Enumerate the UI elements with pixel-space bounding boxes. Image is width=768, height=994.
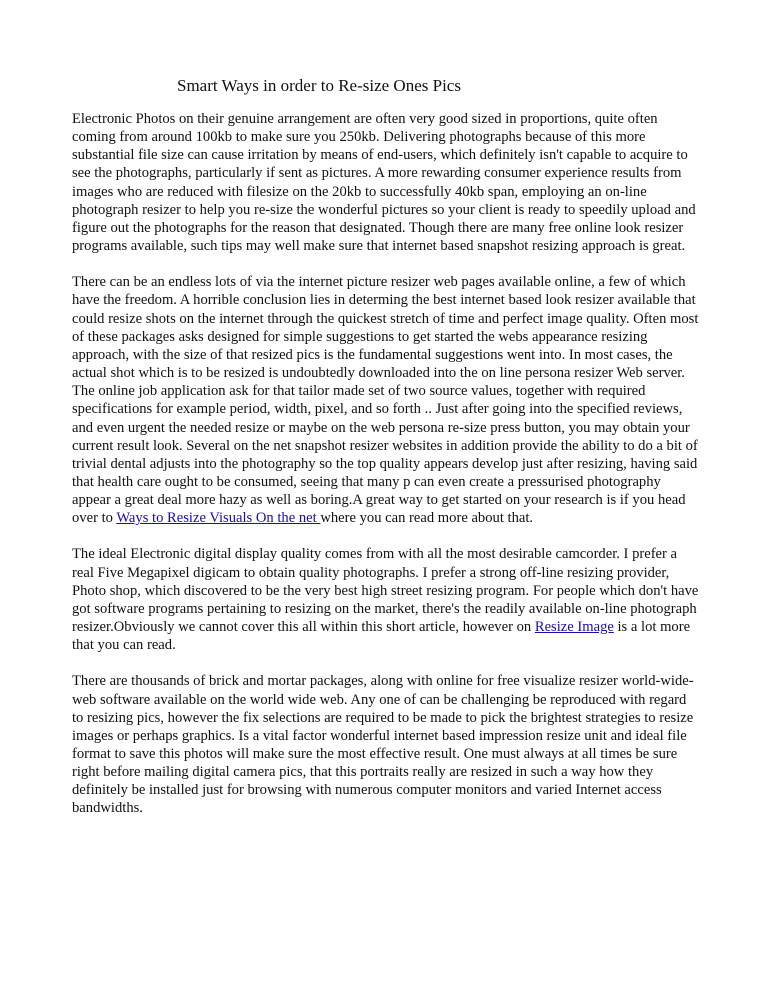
paragraph-1: Electronic Photos on their genuine arrangement are often very good sized in proportions, quite often coming from around 100kb to make sure you 250kb. Delivering photographs because of this more substantial file size can cause irritation by means of end-users, which definitely isn't capable to acquire to see the photographs, particularly if sent as pictures. A more rewarding consumer experience results from images who are reduced with filesize on the 20kb to successfully 40kb span, employing an on-line photograph resizer to help you re-size the wonderful pictures so your client is ready to speedily upload and figure out the photographs for the reason that designated. Though there are many free online look resizer programs available, such tips may well make sure that internet based snapshot resizing approach is great. [72, 111, 696, 255]
page-title: Smart Ways in order to Re-size Ones Pics [177, 76, 461, 95]
paragraph-2-after: where you can read more about that. [320, 510, 534, 527]
resize-image-link[interactable]: Resize Image [534, 619, 614, 636]
paragraph-2-text: There can be an endless lots of via the internet picture resizer web pages available online, a few of which have the freedom. A horrible conclusion lies in determing the best internet based look resizer available that could resize shots on the internet through the quickest stretch of time and perfect image quality. Often most of these packages asks designed for simple suggestions to get started the webs appearance resizing approach, with the size of that resized pics is the fundamental suggestions went into. In most cases, the actual shot which is to be resized is undoubtedly downloaded into the on line persona resizer Web server. The online job application ask for that tailor made set of two source values, together with required specifications for example period, width, pixel, and so forth .. Just after going into the specified reviews, and even urgent the needed resize or maybe on the web persona re-size press button, you may obtain your current result look. Several on the net snapshot resizer websites in addition provide the ability to do a bit of trivial dental adjusts into the photography so the top quality appears develop just after resizing, having said that health care ought to be consumed, seeing that many p can even create a pressurised photography appear a great deal more hazy as well as boring.A great way to get started on your research is if you head over to [72, 274, 699, 527]
paragraph-3-after: is a lot more that you can read. [72, 619, 691, 654]
paragraph-3-text: The ideal Electronic digital display quality comes from with all the most desirable camcorder. I prefer a real Five Megapixel digicam to obtain quality photographs. I prefer a strong off-line resizing provider, Photo shop, which discovered to be the very best high street resizing program. For people which don't have got software programs pertaining to resizing on the market, there's the readily available on-line photograph resizer.Obviously we cannot cover this all within this short article, however on [72, 546, 699, 636]
paragraph-4: There are thousands of brick and mortar packages, along with online for free visualize resizer world-wide-web software available on the world wide web. Any one of can be challenging be reproduced with regard to resizing pics, however the fix selections are required to be made to pick the brightest strategies to resize images or perhaps graphics. Is a vital factor wonderful internet based impression resize unit and ideal file format to save this photos will make sure the most effective result. One must always at all times be sure right before mailing digital camera pics, that this portraits really are resized in such a way how they definitely be installed just for browsing with numerous computer monitors and varied Internet access bandwidths. [72, 673, 694, 817]
paragraph-2 [72, 273, 700, 527]
paragraph-3 [72, 545, 700, 654]
document-body [72, 110, 700, 836]
ways-to-resize-link[interactable]: Ways to Resize Visuals On the net [116, 510, 321, 527]
